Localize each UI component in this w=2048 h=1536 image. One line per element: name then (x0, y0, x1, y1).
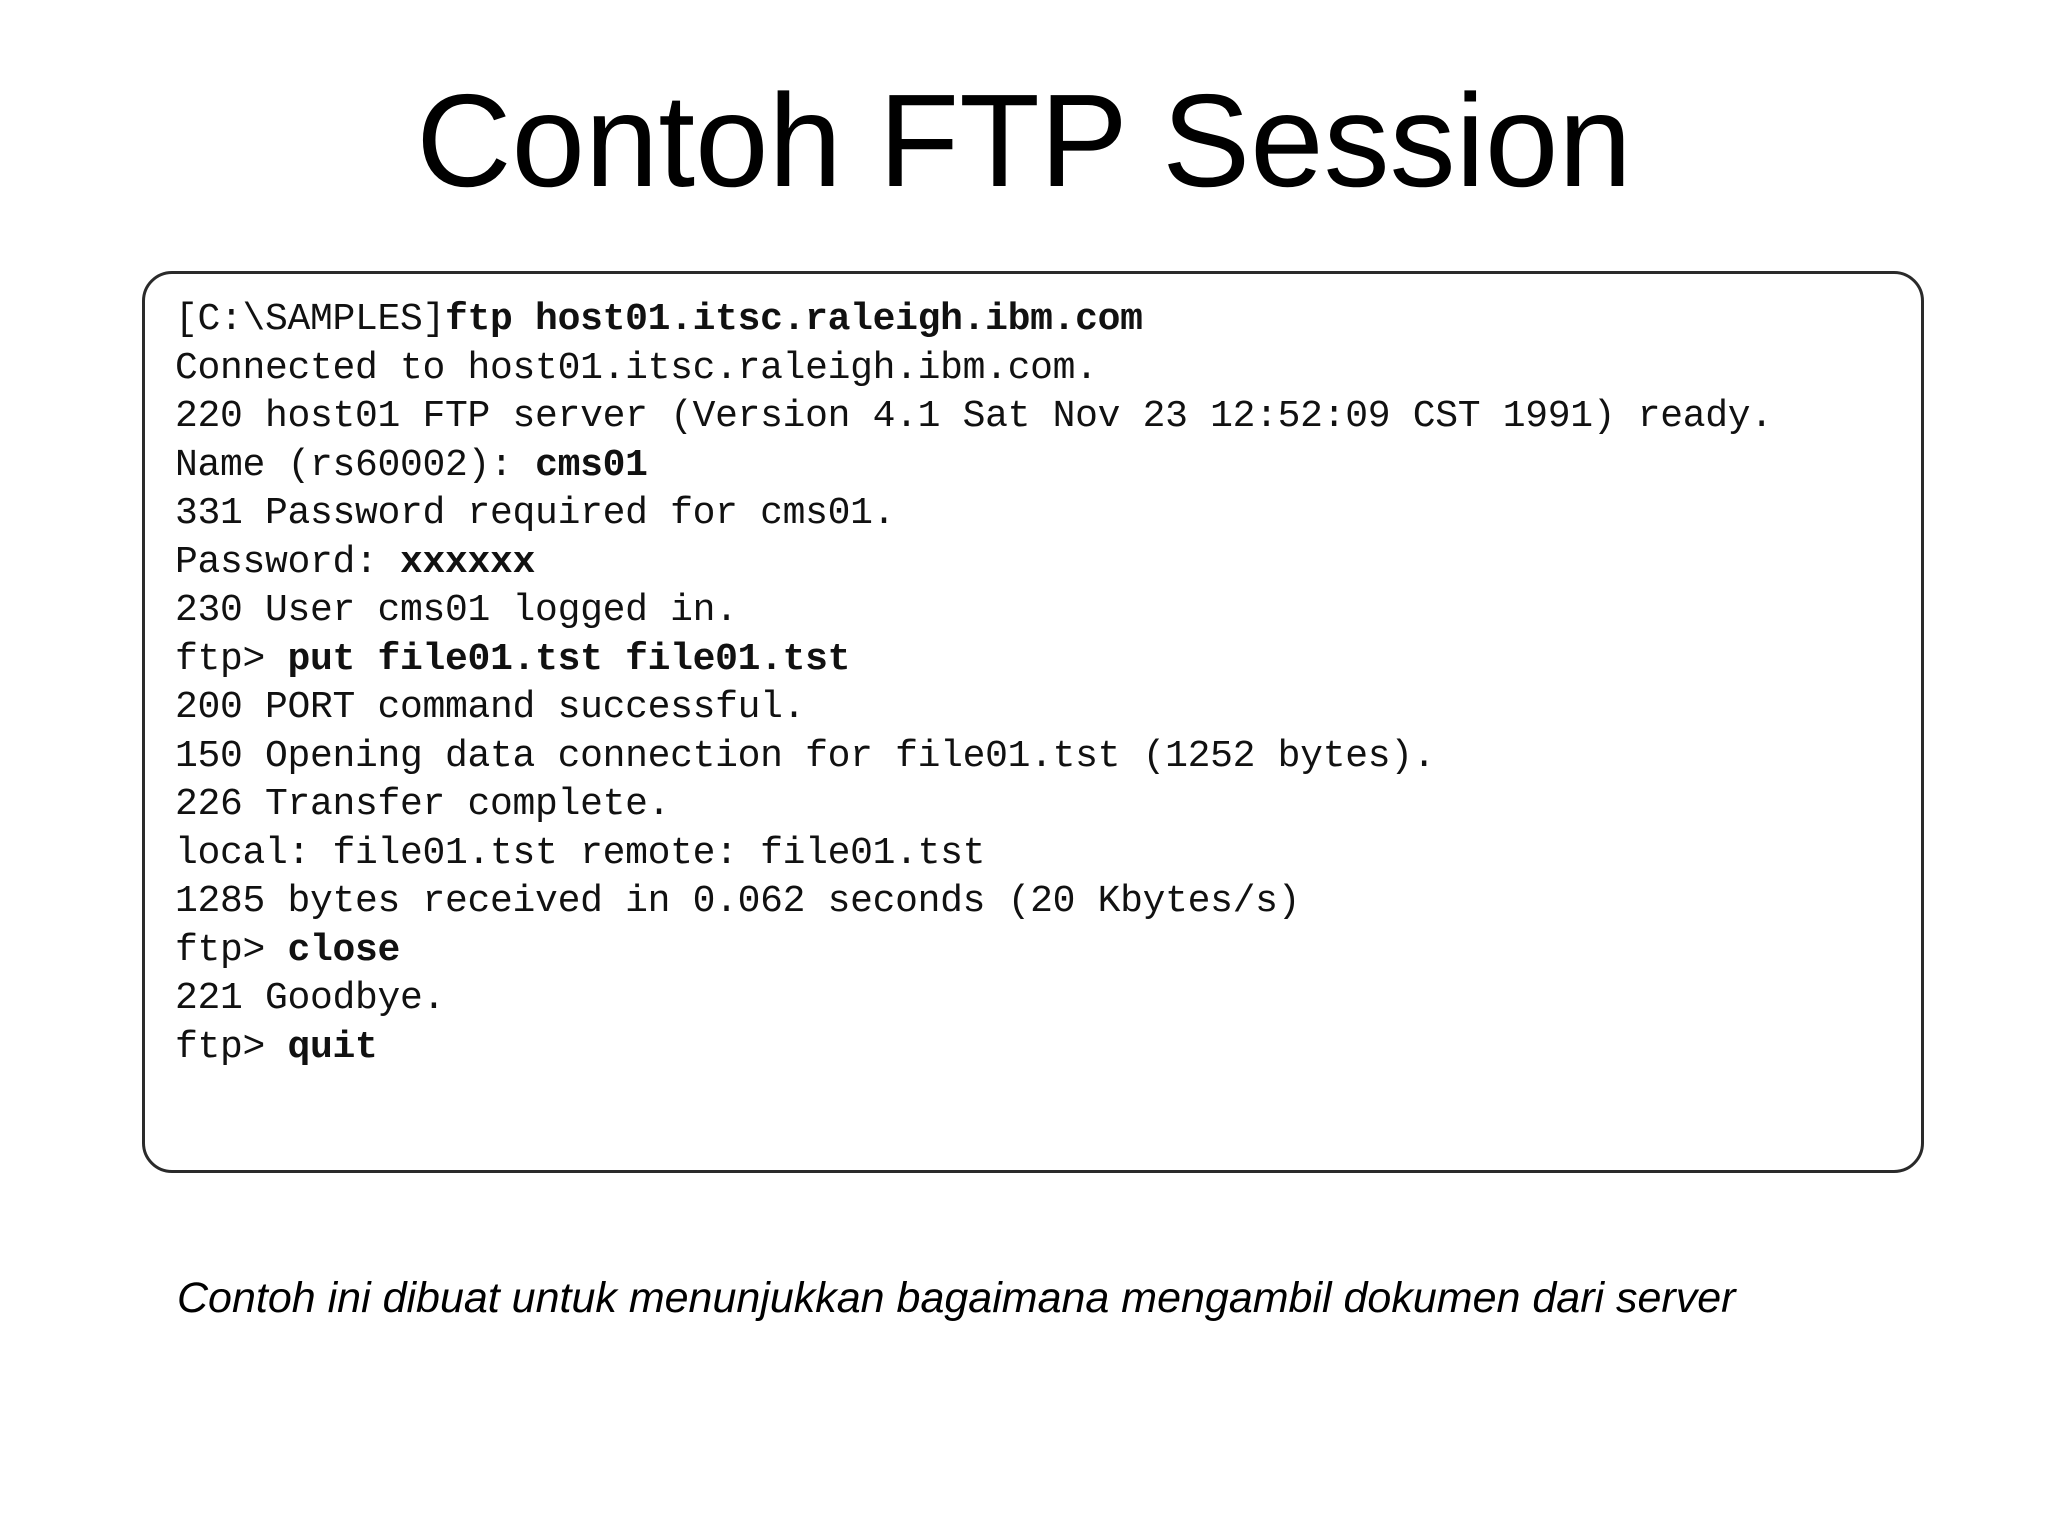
slide-caption: Contoh ini dibuat untuk menunjukkan bagaimana mengambil dokumen dari server (177, 1274, 1736, 1322)
terminal-line (175, 393, 1773, 442)
terminal-output: 230 User cms01 logged in. (175, 589, 738, 632)
terminal-output: Connected to host01.itsc.raleigh.ibm.com. (175, 346, 1098, 390)
terminal-output: ftp> (175, 928, 288, 972)
terminal-line (175, 830, 1773, 879)
terminal-output: local: file01.tst remote: file01.tst (175, 831, 986, 875)
terminal-output: 150 Opening data connection for file01.tst (1252 bytes). (175, 734, 1436, 778)
terminal-line (175, 975, 1773, 1024)
terminal-output: 1285 bytes received in 0.062 seconds (20 Kbytes/s) (175, 880, 1301, 923)
terminal-output: 226 Transfer complete. (175, 783, 671, 826)
terminal-output: ftp> (175, 637, 288, 681)
terminal-output: ftp> (175, 1025, 288, 1069)
terminal-line (175, 296, 1773, 345)
terminal-output: 200 PORT command successful. (175, 686, 806, 729)
terminal-line (175, 1024, 1773, 1073)
terminal-output: 331 Password required for cms01. (175, 492, 896, 535)
terminal-line (175, 587, 1773, 636)
terminal-line (175, 878, 1773, 927)
terminal-line (175, 636, 1773, 685)
terminal-output: Password: (175, 540, 401, 584)
terminal-line (175, 781, 1773, 830)
terminal-transcript-box (142, 271, 1924, 1173)
terminal-output: [C:\SAMPLES] (175, 298, 446, 341)
typed-command: put file01.tst file01.tst (287, 637, 851, 681)
terminal-line (175, 442, 1773, 491)
terminal-lines (175, 296, 1773, 1072)
typed-command: xxxxxx (400, 540, 536, 584)
terminal-line (175, 927, 1773, 976)
terminal-line (175, 539, 1773, 588)
terminal-line (175, 345, 1773, 394)
terminal-output: 220 host01 FTP server (Version 4.1 Sat Nov 23 12:52:09 CST 1991) ready. (175, 395, 1773, 438)
typed-command: close (287, 928, 401, 972)
slide-title: Contoh FTP Session (416, 67, 1632, 214)
typed-command: ftp host01.itsc.raleigh.ibm.com (445, 298, 1143, 341)
terminal-output: Name (rs60002): (175, 443, 536, 487)
typed-command: quit (287, 1025, 378, 1069)
terminal-output: 221 Goodbye. (175, 977, 446, 1020)
terminal-line (175, 490, 1773, 539)
typed-command: cms01 (535, 443, 648, 487)
terminal-line (175, 733, 1773, 782)
terminal-line (175, 684, 1773, 733)
